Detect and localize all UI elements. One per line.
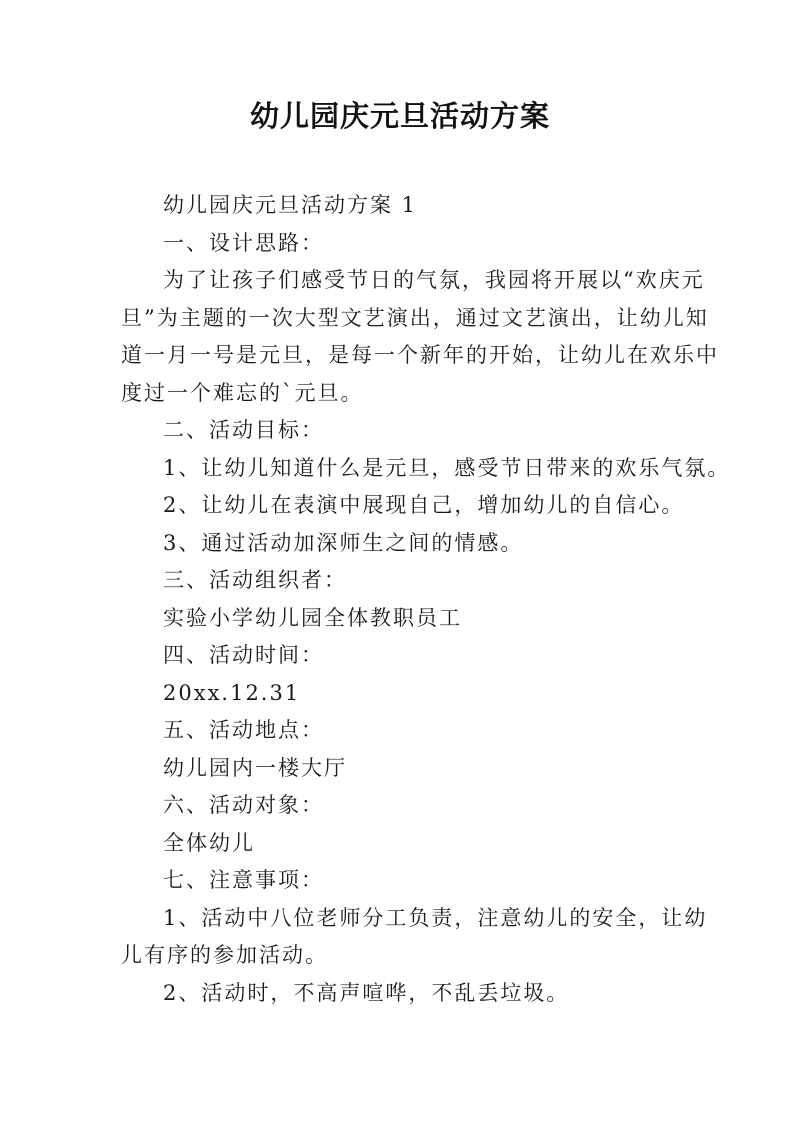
section-heading: 六、活动对象： [163,793,324,817]
section-heading: 一、设计思路： [163,230,324,255]
list-item: 1、让幼儿知道什么是元旦，感受节日带来的欢乐气氛。 [163,455,731,480]
paragraph-line: 全体幼儿 [163,830,255,855]
paragraph-line: 20xx.12.31 [163,680,301,705]
paragraph-line: 度过一个难忘的`元旦。 [121,380,364,405]
section-heading: 二、活动目标： [163,418,324,442]
paragraph-line: 实验小学幼儿园全体教职员工 [163,605,462,630]
paragraph-line: 道一月一号是元旦，是每一个新年的开始，让幼儿在欢乐中 [121,343,719,367]
list-item: 3、通过活动加深师生之间的情感。 [163,530,524,555]
section-heading: 幼儿园庆元旦活动方案 1 [163,193,418,217]
list-item: 2、让幼儿在表演中展现自己，增加幼儿的自信心。 [163,493,685,517]
paragraph-line: 为了让孩子们感受节日的气氛，我园将开展以“欢庆元 [163,268,705,292]
section-heading: 五、活动地点： [163,718,324,742]
list-item: 2、活动时，不高声喧哗，不乱丢垃圾。 [163,980,570,1005]
document-body [121,187,731,1012]
section-heading: 四、活动时间： [163,643,324,667]
paragraph-line: 旦”为主题的一次大型文艺演出，通过文艺演出，让幼儿知 [121,305,709,330]
paragraph-line: 幼儿园内一楼大厅 [163,755,347,780]
document-title: 幼儿园庆元旦活动方案 [249,99,550,133]
section-heading: 七、注意事项： [163,868,324,892]
list-item: 1、活动中八位老师分工负责，注意幼儿的安全，让幼 [163,905,708,930]
section-heading: 三、活动组织者： [163,568,347,592]
paragraph-line: 儿有序的参加活动。 [121,943,328,967]
